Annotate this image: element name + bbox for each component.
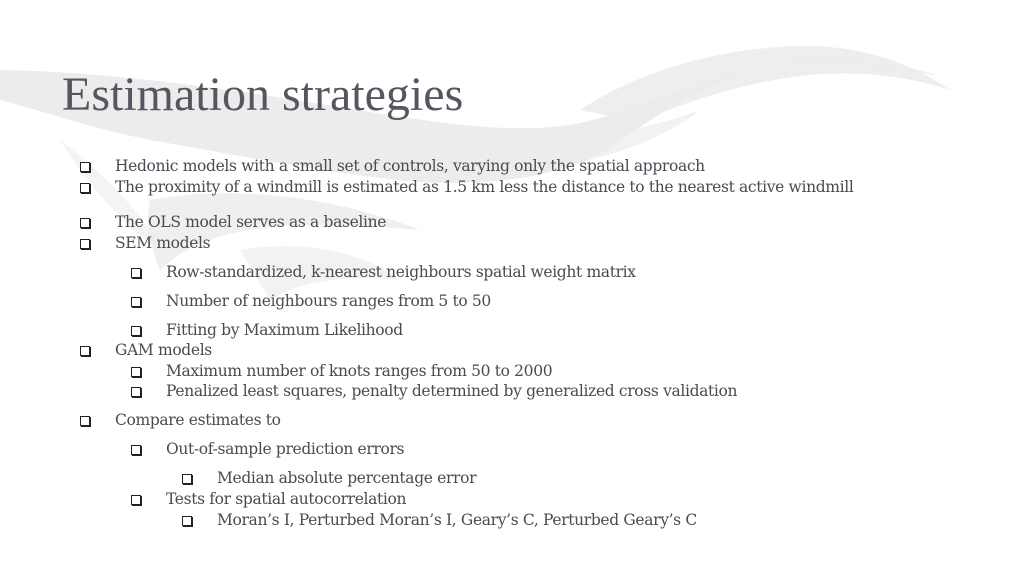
bullet-text: Penalized least squares, penalty determined by generalized cross validation <box>166 382 738 400</box>
checkbox-bullet-icon <box>80 218 90 228</box>
bullet-text: Fitting by Maximum Likelihood <box>166 321 403 339</box>
slide-title: Estimation strategies <box>62 68 464 121</box>
checkbox-bullet-icon <box>131 367 141 377</box>
checkbox-bullet-icon <box>131 495 141 505</box>
bullet-text: Number of neighbours ranges from 5 to 50 <box>166 292 491 310</box>
checkbox-bullet-icon <box>182 516 192 526</box>
bullet-text: Compare estimates to <box>115 411 281 429</box>
bullet-text: Maximum number of knots ranges from 50 to 2000 <box>166 362 553 380</box>
bullet-text: Moran’s I, Perturbed Moran’s I, Geary’s C, Perturbed Geary’s C <box>217 511 697 529</box>
checkbox-bullet-icon <box>131 445 141 455</box>
bullet-text: Tests for spatial autocorrelation <box>166 490 407 508</box>
bullet-text: Row-standardized, k-nearest neighbours spatial weight matrix <box>166 263 636 281</box>
checkbox-bullet-icon <box>80 183 90 193</box>
bullet-text: Median absolute percentage error <box>217 469 477 487</box>
checkbox-bullet-icon <box>131 326 141 336</box>
bullet-text: The proximity of a windmill is estimated as 1.5 km less the distance to the nearest active windmill <box>115 178 854 196</box>
bullet-text: Out-of-sample prediction errors <box>166 440 405 458</box>
bullet-text: Hedonic models with a small set of controls, varying only the spatial approach <box>115 157 705 175</box>
checkbox-bullet-icon <box>131 387 141 397</box>
checkbox-bullet-icon <box>80 239 90 249</box>
bullet-text: SEM models <box>115 234 211 252</box>
bullet-text: GAM models <box>115 341 212 359</box>
checkbox-bullet-icon <box>80 416 90 426</box>
checkbox-bullet-icon <box>182 474 192 484</box>
checkbox-bullet-icon <box>131 297 141 307</box>
bullet-text: The OLS model serves as a baseline <box>115 213 387 231</box>
checkbox-bullet-icon <box>80 162 90 172</box>
checkbox-bullet-icon <box>131 268 141 278</box>
checkbox-bullet-icon <box>80 346 90 356</box>
